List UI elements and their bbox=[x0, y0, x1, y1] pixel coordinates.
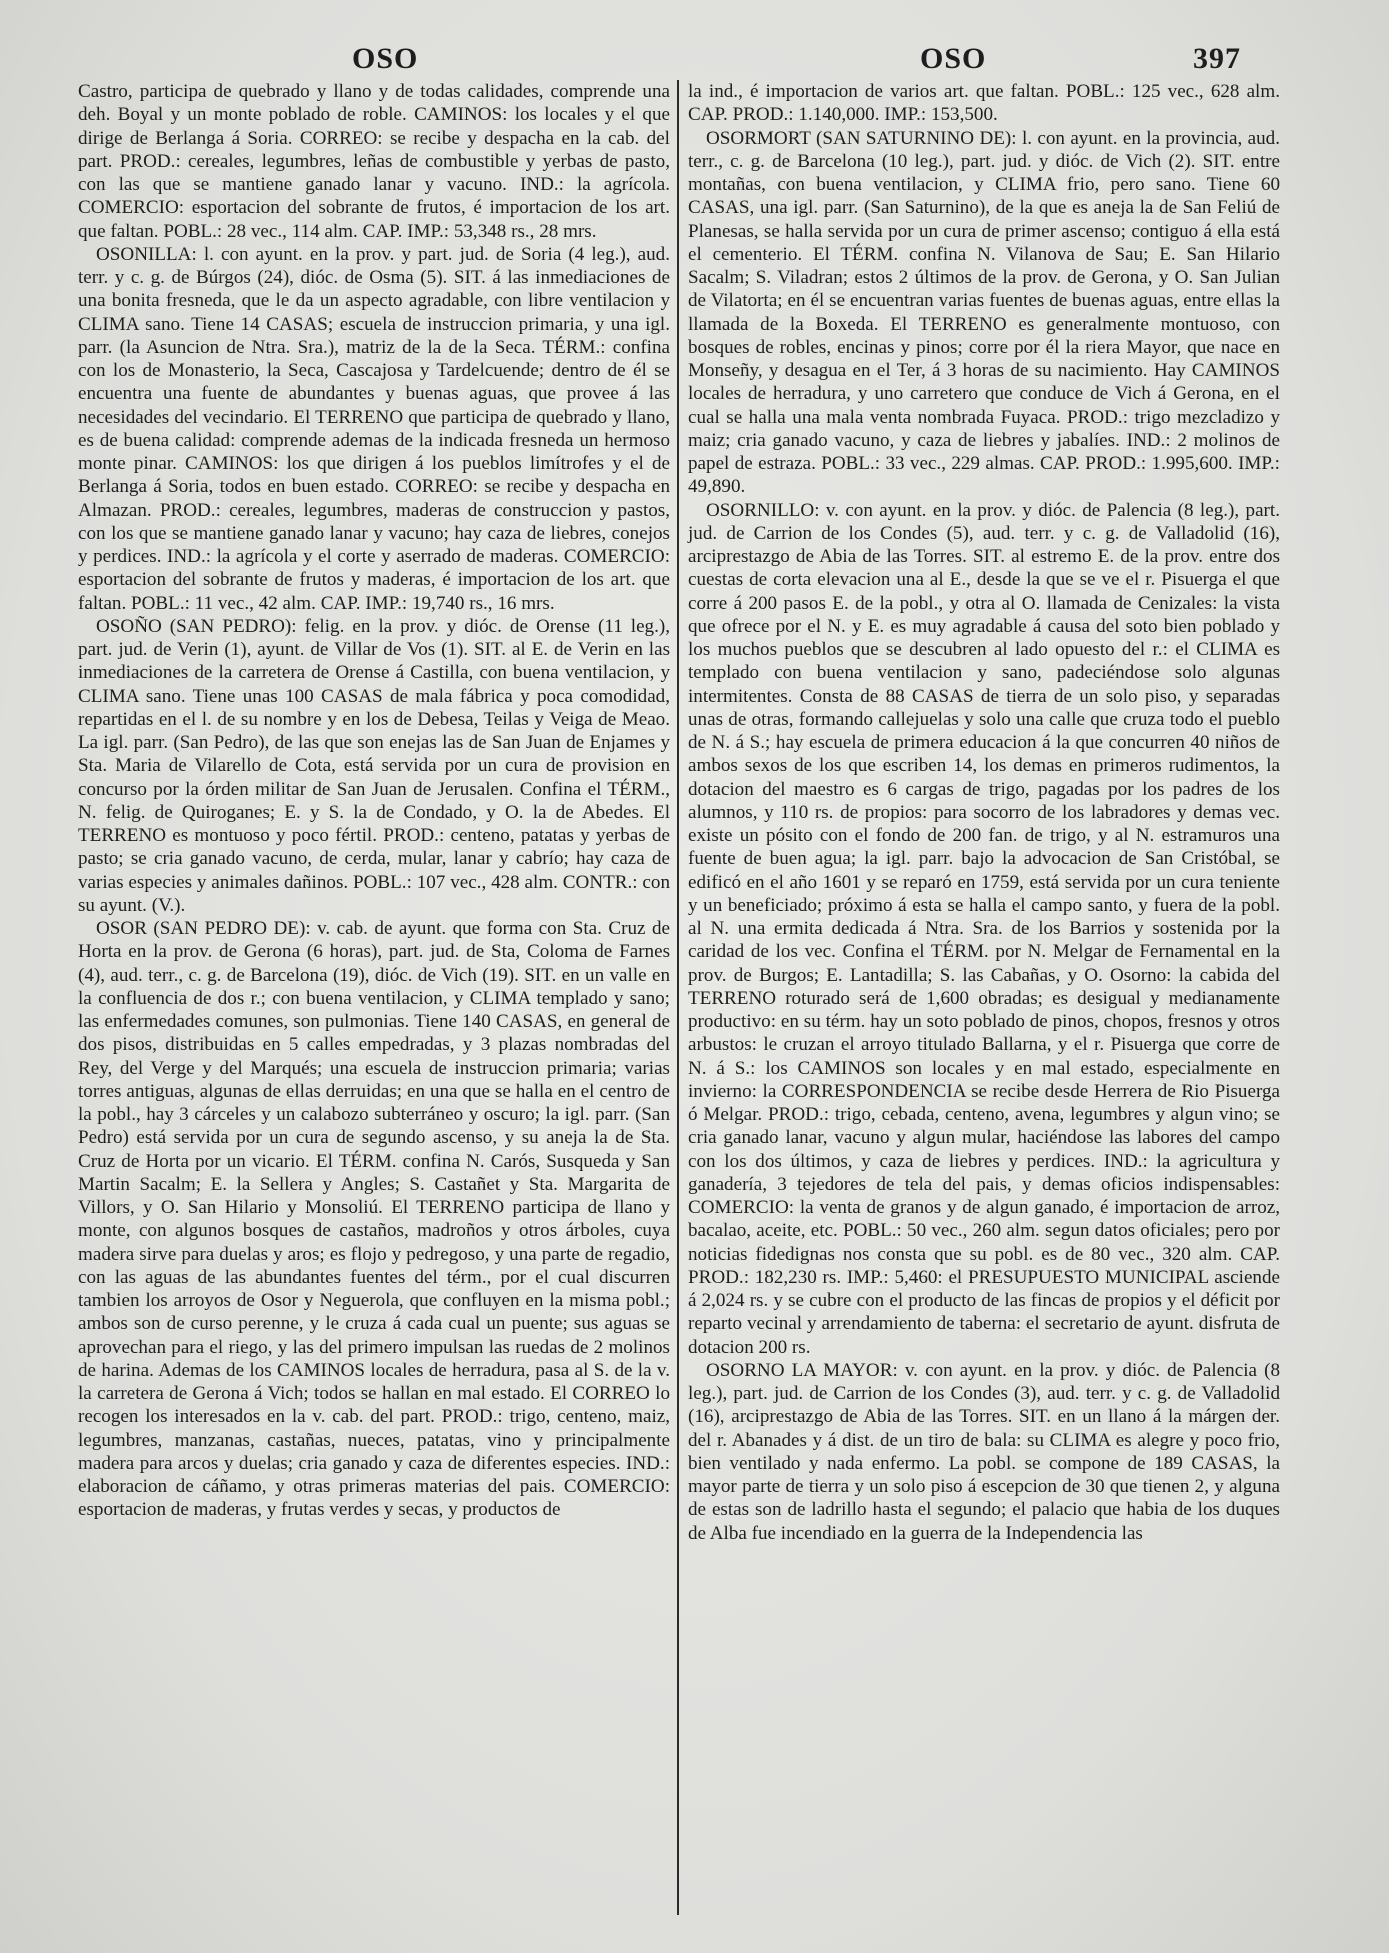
entry-osorno-la-mayor: OSORNO LA MAYOR: v. con ayunt. en la prov. y dióc. de Palencia (8 leg.), part. jud. de Carrion de los Condes (3), aud. terr. y c. g. de Valladolid (16), arciprestazgo de Abia de las Torres. SIT. en un llano á la márgen der. del r. Abanades y á dist. de un tiro de bala: su CLIMA es alegre y poco frio, bien ventilado y nada enfermo. La pobl. se compone de 189 CASAS, la mayor parte de tierra y un solo piso á escepcion de 30 que tienen 2, y alguna de estas son de ladrillo hasta el segundo; el palacio que habia de los duques de Alba fue incendiado en la guerra de la Independencia las bbox=[688, 1359, 1280, 1544]
header-left-word: OSO bbox=[352, 42, 419, 75]
entry-continuation: la ind., é importacion de varios art. que faltan. POBL.: 125 vec., 628 alm. CAP. PROD.: 1.140,000. IMP.: 153,500. bbox=[688, 81, 1280, 126]
entry-osornillo: OSORNILLO: v. con ayunt. en la prov. y dióc. de Palencia (8 leg.), part. jud. de Carrion de los Condes (5), aud. terr. y c. g. de Valladolid (16), arciprestazgo de Abia de las Torres. SIT. al estremo E. de la prov. entre dos cuestas de corta elevacion una al E., desde la que se ve el r. Pisuerga el que corre á 200 pasos E. de la pobl., y otra al O. llamada de Cenizales: la vista que ofrece por el N. y E. es muy agradable á causa del soto bien poblado y los muchos pueblos que se descubren al lado opuesto del r.: el CLIMA es templado con buena ventilacion y sano, padeciéndose solo algunas intermitentes. Consta de 88 CASAS de tierra de un solo piso, y separadas unas de otras, formando callejuelas y solo una calle que cruza todo el pueblo de N. á S.; hay escuela de primera educacion á la que concurren 40 niños de ambos sexos de los que escriben 14, los demas en primeros rudimentos, la dotacion del maestro es 6 cargas de trigo, pagadas por los padres de los alumnos, y 110 rs. de propios: para socorro de los labradores y demas vec. existe un pósito con el fondo de 200 fan. de trigo, y al N. estramuros una fuente de buen agua; la igl. parr. bajo la advocacion de San Cristóbal, se edificó en el año 1601 y se reparó en 1759, está servida por un cura teniente y un beneficiado; próximo á esta se halla el campo santo, y fuera de la pobl. al N. una ermita dedicada á Ntra. Sra. de los Barrios y sostenida por la caridad de los vec. Confina el TÉRM. por N. Melgar de Fernamental en la prov. de Burgos; E. Lantadilla; S. las Cabañas, y O. Osorno: la cabida del TERRENO roturado será de 1,600 obradas; es desigual y medianamente productivo: en su térm. hay un soto poblado de pinos, chopos, fresnos y otros arbustos: le cruzan el arroyo titulado Ballarna, y el r. Pisuerga que corre de N. á S.: los CAMINOS son locales y en mal estado, especialmente en invierno: la CORRESPONDENCIA se recibe desde Herrera de Rio Pisuerga ó Melgar. PROD.: trigo, cebada, centeno, avena, legumbres y algun vino; se cria ganado lanar, vacuno y algun mular, haciéndose las labores del campo con los dos últimos, y caza de liebres y perdices. IND.: la agricultura y ganadería, 3 tejedores de tela del pais, y demas oficios indispensables: COMERCIO: la venta de granos y de algun ganado, é importacion de arroz, bacalao, aceite, etc. POBL.: 50 vec., 260 alm. segun datos oficiales; pero por noticias fidedignas nos consta que su pobl. es de 80 vec., 320 alm. CAP. PROD.: 182,230 rs. IMP.: 5,460: el PRESUPUESTO MUNICIPAL asciende á 2,024 rs. y se cubre con el producto de las fincas de propios y el déficit por reparto vecinal y arrendamiento de taberna: el secretario de ayunt. disfruta de dotacion 200 rs. bbox=[688, 499, 1280, 1358]
entry-osor: OSOR (SAN PEDRO DE): v. cab. de ayunt. que forma con Sta. Cruz de Horta en la prov. de Gerona (6 horas), part. jud. de Sta, Coloma de Farnes (4), aud. terr., c. g. de Barcelona (19), dióc. de Vich (19). SIT. en un valle en la confluencia de dos r.; con buena ventilacion, y CLIMA templado y sano; las enfermedades comunes, son pulmonias. Tiene 140 CASAS, en general de dos pisos, distribuidas en 5 calles empedradas, y 3 plazas nombradas del Rey, del Verge y del Marqués; una escuela de instruccion primaria; varias torres antiguas, algunas de ellas derruidas; en una que se halla en el centro de la pobl., hay 3 cárceles y un calabozo subterráneo y oscuro; la igl. parr. (San Pedro) está servida por un cura de segundo ascenso, y su aneja la de Sta. Cruz de Horta por un vicario. El TÉRM. confina N. Carós, Susqueda y San Martin Sacalm; E. la Sellera y Angles; S. Castañet y Sta. Margarita de Villors, y O. San Hilario y Monsoliú. El TERRENO participa de llano y monte, con algunos bosques de castaños, madroños y otros árboles, cuya madera sirve para duelas y aros; es flojo y pedregoso, y una parte de regadio, con las aguas de las abundantes fuentes del térm., por el cual discurren tambien los arroyos de Osor y Neguerola, que confluyen en la misma pobl.; ambos son de curso perenne, y le cruza á cada cual un puente; sus aguas se aprovechan para el riego, y las del primero impulsan las ruedas de 2 molinos de harina. Ademas de los CAMINOS locales de herradura, pasa al S. de la v. la carretera de Gerona á Vich; todos se hallan en mal estado. El CORREO lo recogen los interesados en la v. cab. del part. PROD.: trigo, centeno, maiz, legumbres, manzanas, castañas, nueces, patatas, vino y principalmente madera para arcos y duelas; cria ganado y caza de diferentes especies. IND.: elaboracion de cáñamo, y otras primeras materias del pais. COMERCIO: esportacion de maderas, y frutas verdes y secas, y productos de bbox=[78, 918, 670, 1521]
right-column bbox=[688, 80, 1280, 1545]
entry-osormort: OSORMORT (SAN SATURNINO DE): l. con ayunt. en la provincia, aud. terr., c. g. de Barcelona (10 leg.), part. jud. y dióc. de Vich (2). SIT. entre montañas, con buena ventilacion, y CLIMA frio, pero sano. Tiene 60 CASAS, una igl. parr. (San Saturnino), de la que es aneja la de San Feliú de Planesas, se halla servida por un cura de primer ascenso; contiguo á ella está el cementerio. El TÉRM. confina N. Vilanova de Sau; E. San Hilario Sacalm; S. Viladran; estos 2 últimos de la prov. de Gerona, y O. San Julian de Vilatorta; en él se encuentran varias fuentes de buenas aguas, entre ellas la llamada de la Boxeda. El TERRENO es generalmente montuoso, con bosques de robles, encinas y pinos; corre por él la riera Mayor, que nace en Monseñy, y desagua en el Ter, á 3 horas de su nacimiento. Hay CAMINOS locales de herradura, y uno carretero que conduce de Vich á Gerona, en el cual se halla una mala venta nombrada Fuyaca. PROD.: trigo mezcladizo y maiz; cria ganado vacuno, y caza de liebres y jabalíes. IND.: 2 molinos de papel de estraza. POBL.: 33 vec., 229 almas. CAP. PROD.: 1.995,600. IMP.: 49,890. bbox=[688, 127, 1280, 498]
left-column bbox=[78, 80, 670, 1522]
header-center-word: OSO bbox=[920, 42, 987, 75]
page-number: 397 bbox=[1193, 42, 1241, 75]
entry-osono: OSOÑO (SAN PEDRO): felig. en la prov. y dióc. de Orense (11 leg.), part. jud. de Verin (1), ayunt. de Villar de Vos (1). SIT. al E. de Verin en las inmediaciones de la carretera de Orense á Castilla, con buena ventilacion, y CLIMA sano. Tiene unas 100 CASAS de mala fábrica y poca comodidad, repartidas en el l. de su nombre y en los de Debesa, Teilas y Veiga de Meao. La igl. parr. (San Pedro), de las que son enejas las de San Juan de Enjames y Sta. Maria de Vilarello de Cota, está servida por un cura de provision en concurso por la órden militar de San Juan de Jerusalen. Confina el TÉRM., N. felig. de Quiroganes; E. y S. la de Condado, y O. la de Abedes. El TERRENO es montuoso y poco fértil. PROD.: centeno, patatas y yerbas de pasto; se cria ganado vacuno, de cerda, mular, lanar y cabrío; hay caza de varias especies y animales dañinos. POBL.: 107 vec., 428 alm. CONTR.: con su ayunt. (V.). bbox=[78, 615, 670, 916]
running-header bbox=[0, 36, 1389, 86]
column-divider bbox=[677, 80, 679, 1915]
entry-osonilla: OSONILLA: l. con ayunt. en la prov. y part. jud. de Soria (4 leg.), aud. terr. y c. g. de Búrgos (24), dióc. de Osma (5). SIT. á las inmediaciones de una bonita fresneda, que le da un aspecto agradable, con libre ventilacion y CLIMA sano. Tiene 14 CASAS; escuela de instruccion primaria, y una igl. parr. (la Asuncion de Ntra. Sra.), matriz de la de la Seca. TÉRM.: confina con los de Monasterio, la Seca, Cascajosa y Tardelcuende; dentro de él se encuentra una fuente de abundantes y buenas aguas, que provee á las necesidades del vecindario. El TERRENO que participa de quebrado y llano, es de buena calidad: comprende ademas de la indicada fresneda un hermoso monte pinar. CAMINOS: los que dirigen á los pueblos limítrofes y el de Berlanga á Soria, todos en buen estado. CORREO: se recibe y despacha en Almazan. PROD.: cereales, legumbres, maderas de construccion y pastos, con los que se mantiene ganado lanar y vacuno; hay caza de liebres, conejos y perdices. IND.: la agrícola y el corte y aserrado de maderas. COMERCIO: esportacion del sobrante de frutos y maderas, é importacion de los art. que faltan. POBL.: 11 vec., 42 alm. CAP. IMP.: 19,740 rs., 16 mrs. bbox=[78, 243, 670, 614]
entry-continuation: Castro, participa de quebrado y llano y de todas calidades, comprende una deh. Boyal y un monte poblado de roble. CAMINOS: los locales y el que dirige de Berlanga á Soria. CORREO: se recibe y despacha en la cab. del part. PROD.: cereales, legumbres, leñas de combustible y yerbas de pasto, con las que se mantiene ganado lanar y vacuno. IND.: la agrícola. COMERCIO: esportacion del sobrante de frutos, é importacion de los art. que faltan. POBL.: 28 vec., 114 alm. CAP. IMP.: 53,348 rs., 28 mrs. bbox=[78, 81, 670, 242]
